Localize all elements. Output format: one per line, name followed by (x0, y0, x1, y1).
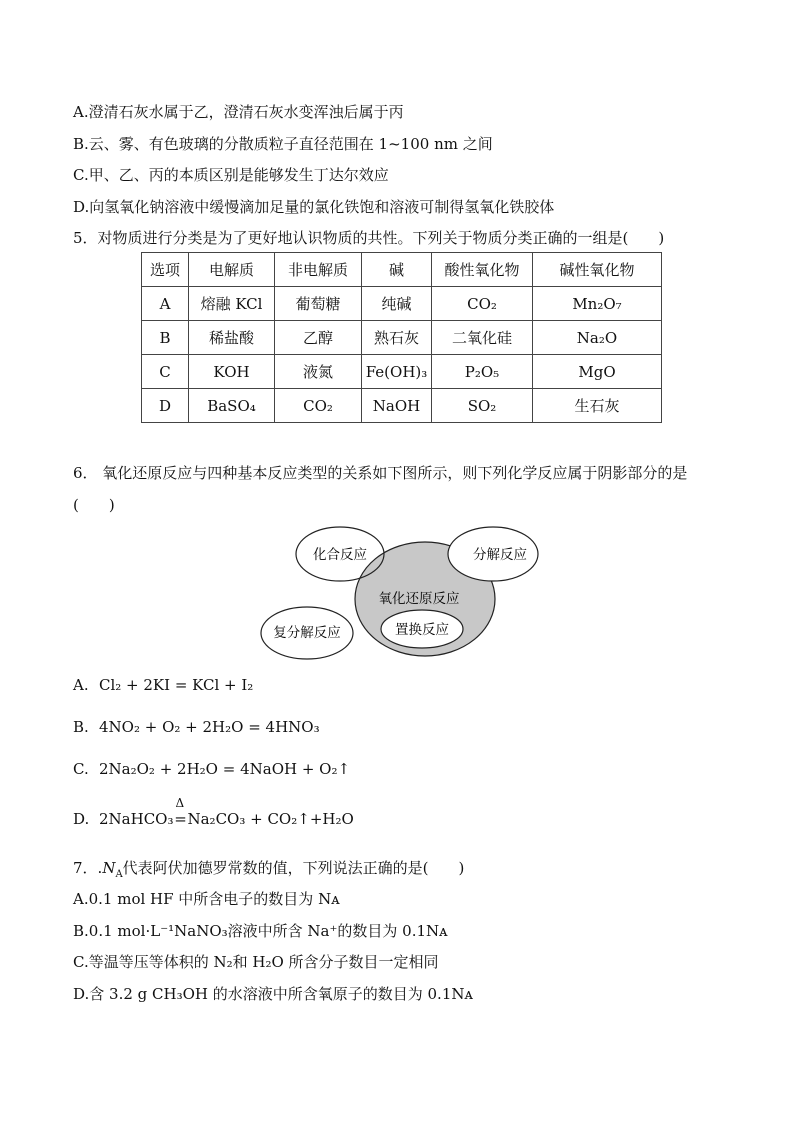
table-cell: A (142, 287, 189, 321)
table-cell: NaOH (362, 389, 432, 423)
q7-option-c: C.等温等压等体积的 N₂和 H₂O 所含分子数目一定相同 (73, 953, 439, 971)
q6-option-d (73, 796, 354, 828)
q6-stem: 6． 氧化还原反应与四种基本反应类型的关系如下图所示，则下列化学反应属于阴影部分的是 (73, 464, 688, 482)
reaction-venn-diagram (255, 520, 527, 662)
displacement-label: 置换反应 (395, 622, 449, 638)
table-cell: MgO (533, 355, 662, 389)
redox-label: 氧化还原反应 (378, 591, 460, 607)
q7-option-b: B.0.1 mol·L⁻¹NaNO₃溶液中所含 Na⁺的数目为 0.1Nᴀ (73, 922, 448, 940)
table-cell: 稀盐酸 (189, 321, 275, 355)
table-cell: BaSO₄ (189, 389, 275, 423)
table-cell: 液氮 (275, 355, 362, 389)
q4-option-b: B.云、雾、有色玻璃的分散质粒子直径范围在 1~100 nm 之间 (73, 135, 493, 153)
table-row (142, 287, 662, 321)
avogadro-symbol: N (102, 859, 116, 877)
option-label: B. (73, 718, 89, 736)
table-header: 碱 (362, 253, 432, 287)
option-label: D. (73, 810, 90, 828)
table-header-row (142, 253, 662, 287)
table-cell: SO₂ (432, 389, 533, 423)
q6-option-b (73, 718, 320, 736)
table-cell: C (142, 355, 189, 389)
q5-stem: 5．对物质进行分类是为了更好地认识物质的共性。下列关于物质分类正确的一组是( ) (73, 229, 665, 247)
q7-option-d: D.含 3.2 g CH₃OH 的水溶液中所含氧原子的数目为 0.1Nᴀ (73, 985, 473, 1003)
table-header: 非电解质 (275, 253, 362, 287)
equation-right: Na₂CO₃ + CO₂↑+H₂O (187, 810, 354, 828)
table-cell: 熔融 KCl (189, 287, 275, 321)
classification-table (141, 252, 662, 423)
table-cell: Na₂O (533, 321, 662, 355)
q7-stem-text: 代表阿伏加德罗常数的值，下列说法正确的是( ) (122, 859, 465, 877)
equation-left: 2NaHCO₃ (99, 810, 174, 828)
equation: 4NO₂ + O₂ + 2H₂O = 4HNO₃ (99, 718, 320, 736)
table-row (142, 321, 662, 355)
q6-option-c (73, 760, 350, 778)
table-header: 电解质 (189, 253, 275, 287)
table-cell: Mn₂O₇ (533, 287, 662, 321)
table-cell: 纯碱 (362, 287, 432, 321)
table-cell: 生石灰 (533, 389, 662, 423)
table-cell: D (142, 389, 189, 423)
table-cell: 乙醇 (275, 321, 362, 355)
table-cell: KOH (189, 355, 275, 389)
option-label: C. (73, 760, 89, 778)
heating-equals-sign: Δ = (174, 796, 187, 828)
table-cell: P₂O₅ (432, 355, 533, 389)
table-header: 选项 (142, 253, 189, 287)
q4-option-d: D.向氢氧化钠溶液中缓慢滴加足量的氯化铁饱和溶液可制得氢氧化铁胶体 (73, 198, 555, 216)
equation: 2Na₂O₂ + 2H₂O = 4NaOH + O₂↑ (99, 760, 351, 778)
table-cell: Fe(OH)₃ (362, 355, 432, 389)
table-row (142, 389, 662, 423)
q4-option-a: A.澄清石灰水属于乙，澄清石灰水变浑浊后属于丙 (73, 103, 404, 121)
table-header: 碱性氧化物 (533, 253, 662, 287)
table-cell: B (142, 321, 189, 355)
q4-option-c: C.甲、乙、丙的本质区别是能够发生丁达尔效应 (73, 166, 389, 184)
table-cell: CO₂ (275, 389, 362, 423)
table-cell: CO₂ (432, 287, 533, 321)
q6-stem-continuation: ( ) (73, 496, 115, 514)
table-header: 酸性氧化物 (432, 253, 533, 287)
heating-condition: Δ (175, 796, 185, 810)
double-decomposition-label: 复分解反应 (273, 625, 341, 641)
option-label: A. (73, 676, 89, 694)
table-cell: 葡萄糖 (275, 287, 362, 321)
q7-number: 7．. (73, 859, 103, 877)
decomposition-label: 分解反应 (473, 547, 527, 563)
equation: Cl₂ + 2KI = KCl + I₂ (99, 676, 254, 694)
q7-stem: 7．$.N_A$代表阿伏加德罗常数的值，下列说法正确的是( ) (73, 859, 465, 880)
table-row (142, 355, 662, 389)
combination-label: 化合反应 (313, 547, 367, 563)
table-cell: 熟石灰 (362, 321, 432, 355)
q6-option-a (73, 676, 253, 694)
table-cell: 二氧化硅 (432, 321, 533, 355)
q7-option-a: A.0.1 mol HF 中所含电子的数目为 Nᴀ (73, 890, 340, 908)
